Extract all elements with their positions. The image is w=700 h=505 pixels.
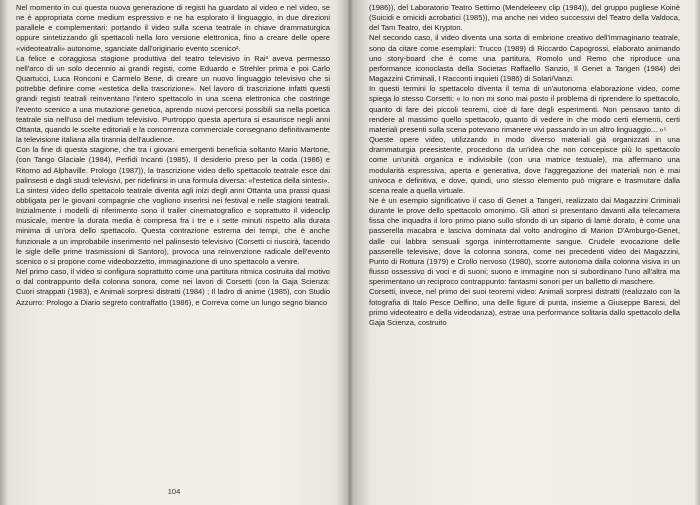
paragraph: Corsetti, invece, nel primo dei suoi teoremi video: Animali sorpresi distratti (realizzato con la fotografia di Italo Pesce Delfino, una delle figure di punta, insieme a Giuseppe Baresi, del primo videoteatro e della videodanza), estrae una performance solitaria dallo spettacolo della Gaja Scienza, costruito [369,287,680,327]
paragraph: In questi termini lo spettacolo diventa il tema di un'autonoma elaborazione video, come spiega lo stesso Corsetti: « Io non mi sono mai posto il problema di riprendere lo spettacolo, quanto di fare dei piccoli teoremi, cioè di fare degli esperimenti. Non pensavo tanto di rendere al massimo quello spettacolo, quanto di vedere in che modo certi elementi, certi materiali presenti sulla scena potevano rimanere vivi passando in un altro linguaggio... »⁵ [369,84,680,134]
paragraph: Nel momento in cui questa nuova generazione di registi ha guardato al video e nel video, se ne è appropriata come medium espressivo e ne ha esplorato il linguaggio, in due direzioni parallele e complementari: portando il video sulla scena teatrale in chiave drammaturgica oppure sintetizzando gli spettacoli nella loro versione elettronica, fino a creare delle opere «videoteatrali» autonome, sganciate dall'originario evento scenico². [16,3,330,53]
paragraph: Queste opere video, utilizzando in modo diverso materiali già organizzati in una drammaturgia preesistente, procedono da un'idea che non concepisce più lo spettacolo come un'unità organica e indivisibile (con una matrice testuale), ma affermano una modularità espressiva, aperta e generativa, dove l'aggregazione dei materiali non è mai univoca e definitiva, e dove, quindi, uno stesso elemento può migrare e trasmutare dalla scena reale a quella virtuale. [369,135,680,195]
page-edge-shadow [694,0,700,505]
paragraph: Con la fine di questa stagione, che tra i giovani emergenti beneficia soltanto Mario Martone, (con Tango Glaciale (1984), Perfidi Incanti (1985), Il desiderio preso per la coda (1986) e Ritorno ad Alphaville. Prologo (1987)), la trascrizione video dello spettacolo teatrale esce dai palinsesti e dagli studi televisivi, per ridefinirsi in una formula diversa: «l'estetica della sintesi». [16,145,330,185]
paragraph: Nel primo caso, il video si configura soprattutto come una partitura ritmica costruita dal motivo o dal contrappunto della colonna sonora, come nei lavori di Corsetti (con la Gaja Scienza: Cuori strappati (1983), e Animali sorpresi distratti (1984) ; Il ladro di anime (1985), con Studio Azzurro: Prologo a Diario segreto contraffatto (1986), e Correva come un lungo segno bianco [16,267,330,307]
paragraph: Ne è un esempio significativo il caso di Genet a Tangeri, realizzato dai Magazzini Criminali durante le prove dello spettacolo omonimo. Gli attori si presentano davanti alla telecamera fissa che inquadra il loro primo piano sullo sfondo di un sipario di lamè dorato, è come una passerella macabra e lasciva dominata dal volto androgino di Marion D'Amburgo-Genet, dalle cui labbra sensuali sgorga ininterrottamente sangue. Crudele evocazione delle passerelle televisive, dove la colonna sonora, come nei precedenti video dei Magazzini, Punto di Rottura (1979) e Crollo nervoso (1980), scorre autonoma dalla colonna visiva in un flusso ossessivo di voci e di suoni; suono e immagine non si subordinano l'uno all'altra ma sperimentano un reciproco contrappunto: fantasmi sonori per un balletto di maschere. [369,195,680,287]
paragraph: La felice e coraggiosa stagione produttiva del teatro televisivo in Rai³ aveva permesso nell'arco di un solo decennio ai grandi registi, come Eduardo e Strehler prima e poi Carlo Quartucci, Luca Ronconi e Carmelo Bene, di creare un nuovo linguaggio televisivo che si potrebbe definire come «estetica della trascrizione». Nel lavoro di trascrizione infatti questi grandi registi teatrali reinventano l'intero spettacolo in una scena elettronica che costringe l'evento scenico a una mutazione genetica, aprendo nuovi percorsi possibili sia nella poetica teatrale sia nell'uso del medium televisivo. Purtroppo questa apertura si esaurisce negli anni Ottanta, quando le scelte editoriali e la concorrenza commerciale consegnano definitivamente la televisione italiana alla tirannia dell'audience. [16,53,330,145]
left-page [0,0,348,505]
paragraph: La sintesi video dello spettacolo teatrale diventa agli inizi degli anni Ottanta una prassi quasi obbligata per le giovani compagnie che vogliono inserirsi nei festival e nelle stagioni teatrali. Inizialmente i modelli di riferimento sono il trailer cinematografico e soprattutto il videoclip musicale, mentre la durata media è compresa fra i tre e i sette minuti rispetto alla durata minima di un'ora dello spettacolo. Questa contrazione estrema dei tempi, che è anche funzionale a un improbabile inserimento nel palinsesto televisivo (Corsetti ci riuscirà, facendo le sigle delle prime trasmissioni di Santoro), provoca una reinvenzione radicale dell'evento scenico o si propone come videobozzetto, immaginazione di uno spettacolo a venire. [16,185,330,266]
paragraph: Nel secondo caso, il video diventa una sorta di embrione creativo dell'immaginario teatrale, sono da citare come esemplari: Trucco (1989) di Riccardo Capogrossi, elaborato animando uno story-board che è come una partitura, Romolo und Remo che riproduce una performance iconoclasta della Societas Raffaello Sanzio, Il Genet a Tangeri (1984) dei Magazzini Criminali, I Racconti inquieti (1986) di Solari/Vanzi. [369,33,680,84]
right-page [352,0,700,505]
page-number: 104 [167,487,181,496]
paragraph: (1986)), del Laboratorio Teatro Settimo (Mendeleeev clip (1984)), del gruppo pugliese Koinè (Suicidi e omicidi acrobatici (1985)), ma anche nei video successivi del Teatro della Valdoca, del Tam Teatro, dei Krypton. [369,3,680,33]
